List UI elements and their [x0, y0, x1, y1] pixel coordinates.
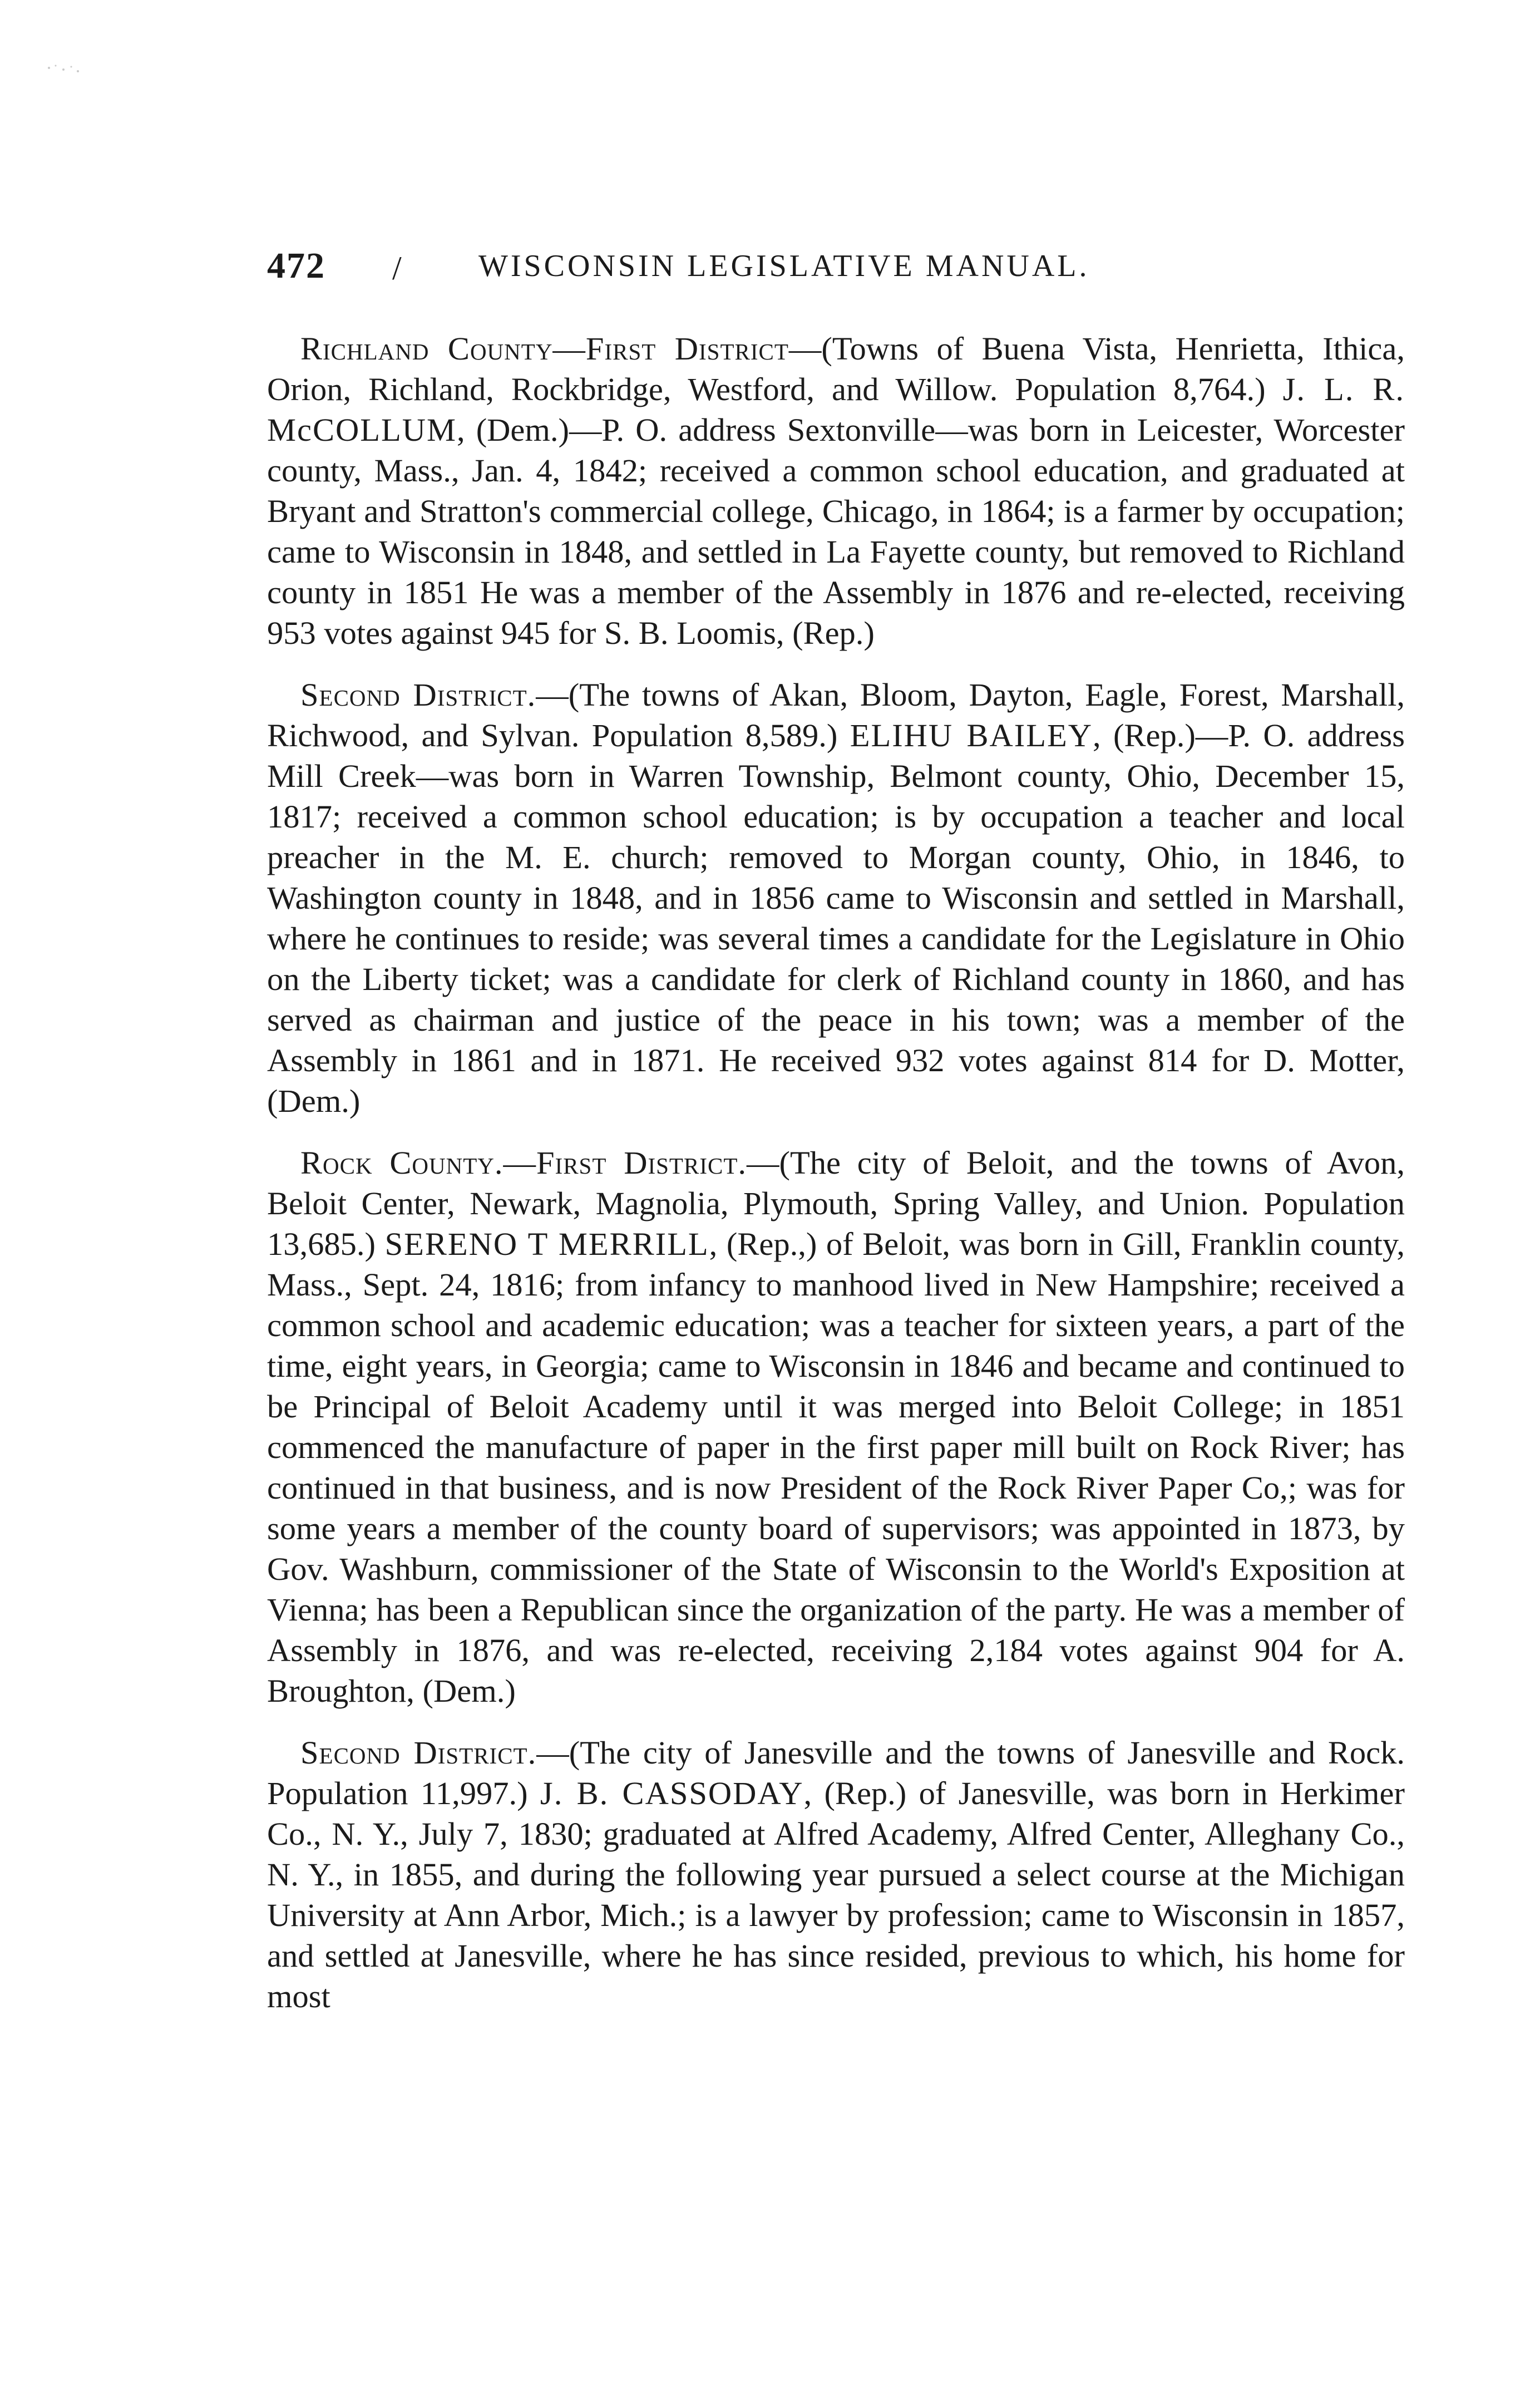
- article-body: [267, 328, 1405, 2038]
- district-heading: Second District.: [300, 1735, 537, 1771]
- member-biography: , (Rep.) of Janesville, was born in Herkimer Co., N. Y., July 7, 1830; graduated at Alfred Academy, Alfred Center, Alleghany Co., N. Y., in 1855, and during the following year pursued a select course at the Michigan University at Ann Arbor, Mich.; is a lawyer by profession; came to Wisconsin in 1857, and settled at Janesville, where he has since resided, previous to which, his home for most: [267, 1775, 1405, 2014]
- entry-paragraph: [267, 1142, 1405, 1711]
- member-name: J. B. CASSODAY: [540, 1775, 804, 1811]
- member-biography: , (Rep.,) of Beloit, was born in Gill, Franklin county, Mass., Sept. 24, 1816; from infancy to manhood lived in New Hampshire; received a common school and academic education; was a teacher for sixteen years, a part of the time, eight years, in Georgia; came to Wisconsin in 1846 and became and continued to be Principal of Beloit Academy until it was merged into Beloit College; in 1851 commenced the manufacture of paper in the first paper mill built on Rock River; has continued in that business, and is now President of the Rock River Paper Co,; was for some years a member of the county board of supervisors; was appointed in 1873, by Gov. Washburn, commissioner of the State of Wisconsin to the World's Exposition at Vienna; has been a Republican since the organization of the party. He was a member of Assembly in 1876, and was re-elected, receiving 2,184 votes against 904 for A. Broughton, (Dem.): [267, 1226, 1405, 1709]
- header-stray-mark: /: [392, 250, 402, 287]
- entry-paragraph: [267, 674, 1405, 1121]
- district-description: —(The towns of Akan, Bloom, Dayton, Eagle, Forest, Marshall, Richwood, and Sylvan. Population 8,589.): [267, 677, 1405, 753]
- entry-paragraph: [267, 328, 1405, 653]
- member-biography: , (Rep.)—P. O. address Mill Creek—was born in Warren Township, Belmont county, Ohio, December 15, 1817; received a common school education; is by occupation a teacher and local preacher in the M. E. church; removed to Morgan county, Ohio, in 1846, to Washington county in 1848, and in 1856 came to Wisconsin and settled in Marshall, where he continues to reside; was several times a candidate for the Legislature in Ohio on the Liberty ticket; was a candidate for clerk of Richland county in 1860, and has served as chairman and justice of the peace in his town; was a member of the Assembly in 1861 and in 1871. He received 932 votes against 814 for D. Motter, (Dem.): [267, 717, 1405, 1119]
- running-title: WISCONSIN LEGISLATIVE MANUAL.: [478, 249, 1090, 283]
- district-description: —(Towns of Buena Vista, Henrietta, Ithica, Orion, Richland, Rockbridge, Westford, and Willow. Population 8,764.): [267, 331, 1405, 407]
- district-description: —(The city of Beloit, and the towns of Avon, Beloit Center, Newark, Magnolia, Plymouth, Spring Valley, and Union. Population 13,685.): [267, 1145, 1405, 1262]
- page-number: 472: [267, 245, 325, 286]
- district-heading: Richland County—First District: [300, 331, 789, 367]
- member-name: J. L. R. McCOLLUM: [267, 371, 1405, 448]
- member-name: ELIHU BAILEY: [850, 717, 1093, 753]
- member-biography: , (Dem.)—P. O. address Sextonville—was born in Leicester, Worcester county, Mass., Jan. 4, 1842; received a common school education, and graduated at Bryant and Stratton's commercial college, Chicago, in 1864; is a farmer by occupation; came to Wisconsin in 1848, and settled in La Fayette county, but removed to Richland county in 1851 He was a member of the Assembly in 1876 and re-elected, receiving 953 votes against 945 for S. B. Loomis, (Rep.): [267, 412, 1405, 651]
- entry-paragraph: [267, 1732, 1405, 2017]
- page-header: [267, 245, 1435, 289]
- member-name: SERENO T MERRILL: [384, 1226, 709, 1262]
- district-heading: Rock County.—First District.: [300, 1145, 747, 1181]
- district-description: —(The city of Janesville and the towns of Janesville and Rock. Population 11,997.): [267, 1735, 1405, 1811]
- district-heading: Second District.: [300, 677, 536, 713]
- scan-speck-marks: [45, 61, 83, 78]
